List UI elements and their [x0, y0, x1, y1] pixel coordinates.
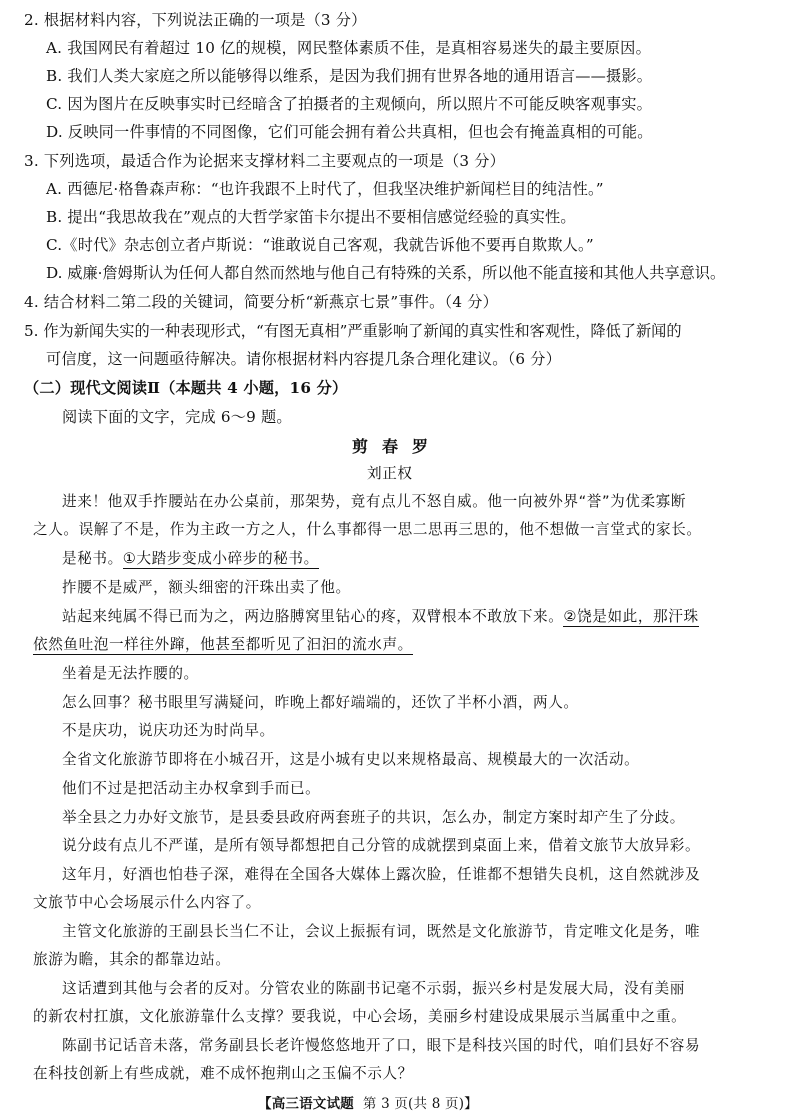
story-p8: 全省文化旅游节即将在小城召开，这是小城有史以来规格最高、规模最大的一次活动。 — [62, 751, 640, 768]
story-p5: 坐着是无法拃腰的。 — [62, 665, 199, 682]
section-heading: （二）现代文阅读Ⅱ（本题共 4 小题，16 分） — [24, 379, 348, 397]
story-p2 — [62, 549, 319, 569]
story-author: 刘正权 — [367, 465, 413, 482]
story-p12-line2: 文旅节中心会场展示什么内容了。 — [33, 894, 261, 911]
story-p2-text: 是秘书。 — [62, 550, 123, 567]
question-3-option-c: C.《时代》杂志创立者卢斯说：“谁敢说自己客观，我就告诉他不要再自欺欺人。” — [46, 236, 594, 254]
story-p13-line1: 主管文化旅游的王副县长当仁不让，会议上振振有词，既然是文化旅游节，肯定唯文化是务，唯 — [62, 923, 701, 940]
underlined-sentence-2-start: ②饶是如此，那汗珠 — [563, 608, 699, 625]
underlined-sentence-1: ①大踏步变成小碎步的秘书。 — [122, 550, 319, 567]
page-footer — [258, 1094, 478, 1114]
section-instruction: 阅读下面的文字，完成 6～9 题。 — [62, 408, 292, 426]
story-p1-line2: 之人。误解了不是，作为主政一方之人，什么事都得一思二思再三思的，他不想做一言堂式的家长。 — [33, 521, 702, 538]
question-5-line-1: 5. 作为新闻失实的一种表现形式，“有图无真相”严重影响了新闻的真实性和客观性，降低了新闻的 — [24, 322, 682, 340]
question-3-stem: 3. 下列选项，最适合作为论据来支撑材料二主要观点的一项是（3 分） — [24, 152, 506, 170]
story-p14-line2: 的新农村扛旗，文化旅游靠什么支撑？要我说，中心会场，美丽乡村建设成果展示当属重中之重。 — [33, 1008, 687, 1025]
story-p15-line1: 陈副书记话音未落，常务副县长老许慢悠悠地开了口，眼下是科技兴国的时代，咱们县好不容易 — [62, 1037, 701, 1054]
question-4-stem: 4. 结合材料二第二段的关键词，简要分析“新燕京七景”事件。（4 分） — [24, 293, 498, 311]
story-p4-line2 — [33, 635, 413, 655]
question-2-option-c: C. 因为图片在反映事实时已经暗含了拍摄者的主观倾向，所以照片不可能反映客观事实。 — [46, 95, 653, 113]
question-2-option-b: B. 我们人类大家庭之所以能够得以维系，是因为我们拥有世界各地的通用语言——摄影。 — [46, 67, 653, 85]
story-title: 剪春罗 — [352, 437, 443, 456]
question-2-stem: 2. 根据材料内容，下列说法正确的一项是（3 分） — [24, 11, 367, 29]
story-p4-line1 — [62, 607, 699, 627]
story-p7: 不是庆功，说庆功还为时尚早。 — [62, 722, 275, 739]
footer-exam-title: 【高三语文试题 — [258, 1096, 354, 1112]
story-p3: 拃腰不是威严，额头细密的汗珠出卖了他。 — [62, 579, 351, 596]
question-5-line-2: 可信度，这一问题亟待解决。请你根据材料内容提几条合理化建议。（6 分） — [46, 350, 562, 368]
story-p1-line1: 进来！他双手拃腰站在办公桌前，那架势，竟有点儿不怒自威。他一向被外界“誉”为优柔寡断 — [62, 493, 687, 510]
story-p9: 他们不过是把活动主办权拿到手而已。 — [62, 780, 321, 797]
question-3-option-b: B. 提出“我思故我在”观点的大哲学家笛卡尔提出不要相信感觉经验的真实性。 — [46, 208, 576, 226]
story-p10: 举全县之力办好文旅节，是县委县政府两套班子的共识，怎么办，制定方案时却产生了分歧。 — [62, 809, 685, 826]
story-p15-line2: 在科技创新上有些成就，难不成怀抱荆山之玉偏不示人？ — [33, 1065, 413, 1082]
story-p14-line1: 这话遭到其他与会者的反对。分管农业的陈副书记毫不示弱，振兴乡村是发展大局，没有美丽 — [62, 980, 685, 997]
story-p4-text: 站起来纯属不得已而为之，两边胳膊窝里钻心的疼，双臂根本不敢放下来。 — [62, 608, 564, 625]
footer-page-number: 第 3 页(共 8 页)】 — [362, 1096, 478, 1112]
story-p12-line1: 这年月，好酒也怕巷子深，难得在全国各大媒体上露次脸，任谁都不想错失良机，这自然就涉及 — [62, 866, 701, 883]
underlined-sentence-2-end: 依然鱼吐泡一样往外蹿，他甚至都听见了汩汩的流水声。 — [33, 636, 413, 653]
question-2-option-a: A. 我国网民有着超过 10 亿的规模，网民整体素质不佳，是真相容易迷失的最主要原因。 — [46, 39, 651, 57]
question-3-option-d: D. 威廉·詹姆斯认为任何人都自然而然地与他自己有特殊的关系，所以他不能直接和其他人共享意识。 — [46, 264, 726, 282]
story-p13-line2: 旅游为瞻，其余的都靠边站。 — [33, 951, 231, 968]
story-p6: 怎么回事？秘书眼里写满疑问，昨晚上都好端端的，还饮了半杯小酒，两人。 — [62, 694, 579, 711]
story-p11: 说分歧有点儿不严谨，是所有领导都想把自己分管的成就摆到桌面上来，借着文旅节大放异彩。 — [62, 837, 701, 854]
question-2-option-d: D. 反映同一件事情的不同图像，它们可能会拥有着公共真相，但也会有掩盖真相的可能。 — [46, 123, 653, 141]
question-3-option-a: A. 西德尼·格鲁森声称：“也许我跟不上时代了，但我坚决维护新闻栏目的纯洁性。” — [46, 180, 604, 198]
